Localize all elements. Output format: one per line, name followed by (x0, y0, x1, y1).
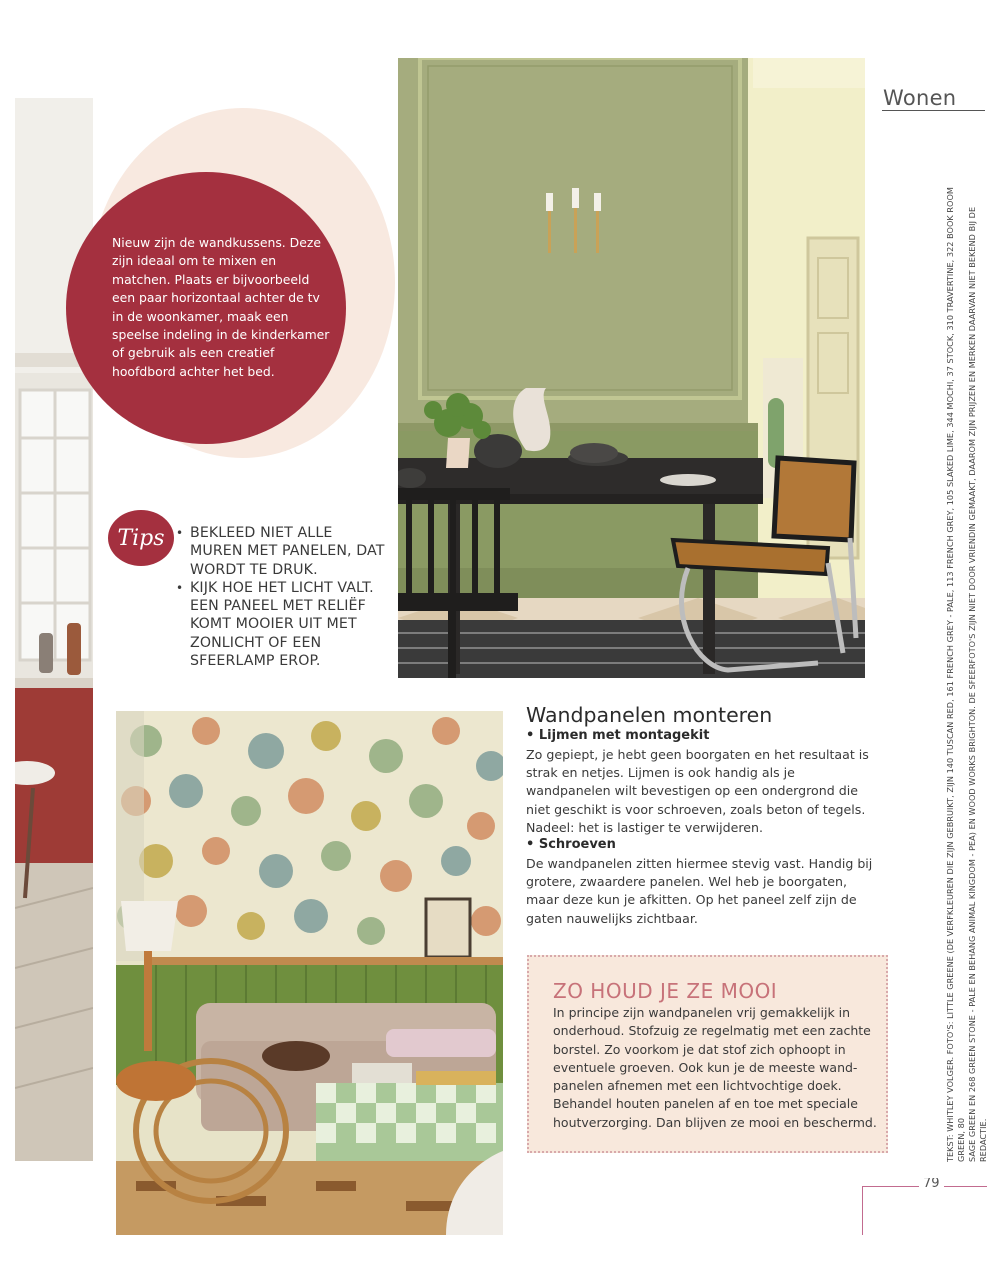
page-number: 79 (919, 1178, 944, 1187)
tip-item: • KIJK HOE HET LICHT VALT. EEN PANEEL MET RELIËF KOMT MOOIER UIT MET ZONLICHT OF EEN SFEERLAMP EROP. (176, 579, 386, 670)
living-room-photo (116, 711, 503, 1235)
page-number-corner (862, 1178, 987, 1235)
credits-line-1: TEKST: WHITLEY VOLGER. FOTO'S: LITTLE GREENE (DE VERFKLEUREN DIE ZIJN GEBRUIKT, ZIJN 140 TUSCAN RED, 161 FRENCH GREY - PALE, 113 FRENCH GREY, 105 SLAKED LIME, 344 MOCHI, 37 STOCK, 310 TRAVERTINE, 322 BOOK ROOM GREEN, 80 (945, 187, 966, 1162)
section-label: Wonen (883, 86, 957, 110)
section-text-glue: Zo gepiept, je hebt geen boorgaten en het resultaat is strak en netjes. Lijmen is ook handig als je wandpanelen wilt bevestigen op een ondergrond die niet geschikt is voor schroeven, zoals beton of tegels. Nadeel: het is lastiger te verwijderen. (526, 747, 869, 835)
circle-text: Nieuw zijn de wandkussens. Deze zijn ideaal om te mixen en matchen. Plaats er bijvoorbeeld een paar horizontaal achter de tv in de woonkamer, maak een speelse indeling in de kinderkamer of gebruik als een creatief hoofdbord achter het bed. (112, 235, 330, 379)
section-heading-glue: • Lijmen met montagekit (526, 728, 710, 743)
section-divider (882, 110, 985, 111)
section-heading-screws: • Schroeven (526, 837, 616, 852)
tips-badge: Tips (108, 510, 174, 566)
credits-line-2: SAGE GREEN EN 268 GREEN STONE - PALE EN BEHANG ANIMAL KINGDOM - PEA) EN WOOD WORKS BRIGHTON. DE SFEERFOTO'S ZIJN NIET DOOR VRIENDIN GEMAAKT, DAAROM ZIJN PRIJZEN EN MERKEN DAARVAN NIET BEKEND BIJ DE REDACTIE. (967, 206, 988, 1162)
dining-room-photo (398, 58, 865, 678)
care-title: ZO HOUD JE ZE MOOI (553, 979, 778, 1003)
tip-item: • BEKLEED NIET ALLE MUREN MET PANELEN, DAT WORDT TE DRUK. (176, 524, 386, 579)
article-title: Wandpanelen monteren (526, 703, 773, 727)
photo-credits (945, 162, 988, 1162)
care-text: In principe zijn wandpanelen vrij gemakkelijk in onderhoud. Stofzuig ze regelmatig met een zachte borstel. Zo voorkom je dat stof zich ophoopt in eventuele groeven. Ook kun je de meeste wand-panelen afnemen met een lichtvochtige doek. Behandel houten panelen af en toe met speciale houtverzorging. Dan blijven ze mooi en beschermd. (553, 1005, 877, 1130)
tips-list (176, 524, 386, 670)
section-text-screws: De wandpanelen zitten hiermee stevig vast. Handig bij grotere, zwaardere panelen. Wel heb je boorgaten, maar deze kun je afkitten. Op het paneel zelf zijn de gaten nauwelijks zichtbaar. (526, 856, 873, 926)
care-tips-box (527, 955, 888, 1153)
